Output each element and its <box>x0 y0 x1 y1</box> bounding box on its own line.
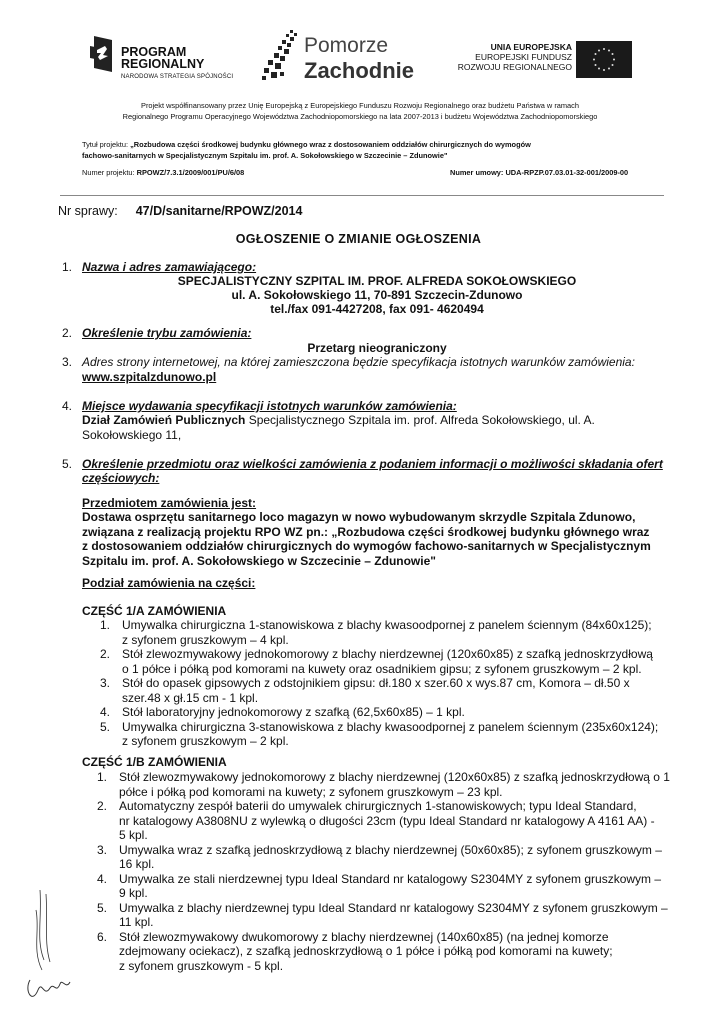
part-b-item <box>97 901 675 930</box>
part-b-item-line: 16 kpl. <box>119 857 155 871</box>
part-a-item <box>100 647 674 676</box>
contract-number <box>450 168 628 177</box>
part-b-item-number: 2. <box>97 799 108 813</box>
section-1-number: 1. <box>62 260 73 274</box>
part-b-item-line: Umywalka ze stali nierdzewnej typu Ideal Standard nr katalogowy S2304MY z syfonem gruszkowym – <box>119 871 662 886</box>
part-b-item-line: Stół zlewozmywakowy dwukomorowy z blachy nierdzewnej (140x60x85) (na jednej komorze <box>119 929 609 944</box>
unia-europejska-logo <box>432 42 632 82</box>
program-logo-line1: PROGRAM <box>121 45 187 59</box>
part-b-item-line: nr katalogowy A3808NU z wylewką o długości 23cm (typu Ideal Standard nr katalogowy A 4161 AA) - <box>119 813 655 828</box>
part-b-item <box>97 872 675 901</box>
project-title-label: Tytuł projektu: <box>82 140 131 149</box>
part-b-item-line: zdejmowany ociekacz), z szafką jednoskrzydłową o 1 półce i półką pod komorami na kuwety; <box>119 944 613 958</box>
part-a-item-line: Stół laboratoryjny jednokomorowy z szafką (62,5x60x85) – 1 kpl. <box>122 705 465 719</box>
section-4-number: 4. <box>62 399 73 413</box>
przedmiot-line3: z dostosowaniem oddziałów chirurgicznych do wymogów fachowo-sanitarnych w Specjalistycznym <box>82 539 651 553</box>
header-divider <box>60 195 664 196</box>
section-4-heading: Miejsce wydawania specyfikacji istotnych warunków zamówienia: <box>82 399 457 413</box>
przedmiot-line1: Dostawa osprzętu sanitarnego loco magazyn w nowo wybudowanym skrzydle Szpitala Zdunowo, <box>82 510 636 524</box>
section-3-number: 3. <box>62 355 73 369</box>
part-a-item-line: Umywalka chirurgiczna 1-stanowiskowa z blachy kwasoodpornej z panelem ściennym (84x60x125); <box>122 618 652 632</box>
part-b-item-line: Automatyczny zespół baterii do umywalek chirurgicznych 1-stanowiskowych; typu Ideal Standard, <box>119 799 637 813</box>
przedmiot-line4: Szpitalu im. prof. A. Sokołowskiego w Szczecinie – Zdunowie" <box>82 553 436 568</box>
case-number-value: 47/D/sanitarne/RPOWZ/2014 <box>135 204 303 218</box>
przedmiot-description <box>82 510 672 568</box>
part-a-item-number: 1. <box>100 618 111 632</box>
program-regionalny-mark-icon <box>88 34 114 74</box>
section-1-heading <box>82 260 672 275</box>
section-2-heading: Określenie trybu zamówienia: <box>82 326 252 340</box>
part-a-item-line: z syfonem gruszkowym – 2 kpl. <box>122 734 289 748</box>
section-5-heading-1: Określenie przedmiotu oraz wielkości zamówienia z podaniem informacji o możliwości składania ofert <box>82 457 663 471</box>
part-b-item-line: Stół zlewozmywakowy jednokomorowy z blachy nierdzewnej (120x60x85) z szafką jednoskrzydłową o 1 <box>119 770 670 784</box>
project-title <box>82 139 662 161</box>
part-a-item-line: o 1 półce i półką pod komorami na kuwety oraz osadnikiem gipsu; z syfonem gruszkowym – 2 kpl. <box>122 661 642 676</box>
program-logo-line3: NARODOWA STRATEGIA SPÓJNOŚCI <box>121 74 234 80</box>
pomorze-zachodnie-mark-icon <box>260 28 302 82</box>
project-number <box>82 168 244 177</box>
part-b-item-number: 6. <box>97 929 108 944</box>
website-link[interactable]: www.szpitalzdunowo.pl <box>82 370 217 384</box>
part-a-heading: CZĘŚĆ 1/A ZAMÓWIENIA <box>82 604 227 618</box>
department-name: Dział Zamówień Publicznych <box>82 413 246 427</box>
part-a-item <box>100 618 674 647</box>
part-a-item-number: 4. <box>100 705 111 719</box>
section-5-heading-2: częściowych: <box>82 471 160 485</box>
contract-number-value: UDA-RPZP.07.03.01-32-001/2009-00 <box>505 168 629 177</box>
ue-logo-line1: UNIA EUROPEJSKA <box>490 42 572 52</box>
hospital-address: ul. A. Sokołowskiego 11, 70-891 Szczecin-Zdunowo <box>231 288 523 302</box>
part-b-item <box>97 843 675 872</box>
case-number <box>58 204 302 218</box>
contract-number-label: Numer umowy: <box>450 168 506 177</box>
section-4-rest2: Sokołowskiego 11, <box>82 428 182 442</box>
part-b-item-line: z syfonem gruszkowym - 5 kpl. <box>119 958 284 973</box>
ue-logo-line2: EUROPEJSKI FUNDUSZ <box>475 52 572 62</box>
ue-logo-line3: ROZWOJU REGIONALNEGO <box>457 62 572 72</box>
eu-flag-icon <box>576 41 632 78</box>
part-b-item-line: 5 kpl. <box>119 828 148 842</box>
part-a-item-number: 2. <box>100 647 111 661</box>
part-a-item-line: szer.48 x gł.15 cm - 1 kpl. <box>122 690 259 705</box>
hospital-name: SPECJALISTYCZNY SZPITAL IM. PROF. ALFREDA SOKOŁOWSKIEGO <box>177 274 577 288</box>
hospital-phone: tel./fax 091-4427208, fax 091- 4620494 <box>270 302 484 316</box>
funding-line2: Regionalnego Programu Operacyjnego Województwa Zachodniopomorskiego na lata 2007-2013 i budżetu Województwa Zachodniopomorskiego <box>122 112 598 121</box>
part-b-item-line: 9 kpl. <box>119 886 148 900</box>
przedmiot-label: Przedmiotem zamówienia jest: <box>82 496 257 510</box>
funding-line1: Projekt współfinansowany przez Unię Europejską z Europejskiego Funduszu Rozwoju Regionalnego oraz budżetu Państwa w ramach <box>141 101 579 110</box>
document-title: OGŁOSZENIE O ZMIANIE OGŁOSZENIA <box>235 232 482 246</box>
part-b-item-line: 11 kpl. <box>119 915 154 929</box>
part-a-item <box>100 676 674 705</box>
part-b-heading: CZĘŚĆ 1/B ZAMÓWIENIA <box>82 755 227 769</box>
part-b-item-number: 3. <box>97 842 108 857</box>
project-number-value: RPOWZ/7.3.1/2009/001/PU/6/08 <box>136 168 245 177</box>
part-b-list <box>97 770 675 973</box>
part-b-item-line: Umywalka z blachy nierdzewnej typu Ideal Standard nr katalogowy S2304MY z syfonem gruszkowym – <box>119 900 668 915</box>
part-a-item-line: z syfonem gruszkowym – 4 kpl. <box>122 632 289 647</box>
part-a-item <box>100 720 674 749</box>
part-a-list <box>100 618 674 749</box>
section-3-text: Adres strony internetowej, na której zamieszczona będzie specyfikacja istotnych warunków zamówienia: <box>82 355 635 369</box>
part-b-item-number: 1. <box>97 770 108 784</box>
part-b-item <box>97 770 675 799</box>
part-a-item <box>100 705 674 720</box>
part-b-item-number: 4. <box>97 871 108 886</box>
project-number-label: Numer projektu: <box>82 168 137 177</box>
part-a-item-number: 5. <box>100 719 111 734</box>
przedmiot-line2: związana z realizacją projektu RPO WZ pn.: „Rozbudowa części środkowej budynku głównego wraz <box>82 524 650 539</box>
project-title-line2: fachowo-sanitarnych w Specjalistycznym Szpitalu im. prof. A. Sokołowskiego w Szczecinie – Zdunowie" <box>82 151 448 160</box>
section-1-heading-text: Nazwa i adres zamawiającego: <box>82 260 257 274</box>
section-4-body <box>82 413 672 428</box>
section-4-rest1: Specjalistycznego Szpitala im. prof. Alfreda Sokołowskiego, ul. A. <box>245 413 595 427</box>
section-5-number: 5. <box>62 457 73 471</box>
handwritten-signature <box>22 880 82 1010</box>
pomorze-logo-line2: Zachodnie <box>304 58 415 83</box>
part-a-item-line: Umywalka chirurgiczna 3-stanowiskowa z blachy kwasoodpornej z panelem ściennym (235x60x124); <box>122 719 659 734</box>
part-b-item <box>97 799 675 843</box>
part-b-item-line: półce i półką pod komorami na kuwety; z syfonem gruszkowym – 23 kpl. <box>119 784 503 799</box>
part-a-item-number: 3. <box>100 676 111 690</box>
project-title-line1: „Rozbudowa części środkowej budynku głównego wraz z dostosowaniem oddziałów chirurgicznych do wymogów <box>130 140 531 149</box>
case-number-label: Nr sprawy: <box>58 204 118 218</box>
part-b-item-number: 5. <box>97 900 108 915</box>
part-b-item <box>97 930 675 974</box>
procedure-type: Przetarg nieograniczony <box>307 341 447 355</box>
pomorze-logo-line1: Pomorze <box>304 34 389 57</box>
part-b-item-line: Umywalka wraz z szafką jednoskrzydłową z blachy nierdzewnej (50x60x85); z syfonem gruszkowym – <box>119 842 662 857</box>
podzial-label: Podział zamówienia na części: <box>82 576 256 590</box>
part-a-item-line: Stół zlewozmywakowy jednokomorowy z blachy nierdzewnej (120x60x85) z szafką jednoskrzydłową <box>122 647 653 661</box>
program-logo-line2: REGIONALNY <box>121 57 205 71</box>
funding-note <box>60 100 660 122</box>
part-a-item-line: Stół do opasek gipsowych z odstojnikiem gipsu: dł.180 x szer.60 x wys.87 cm, Komora – dł.50 x <box>122 676 630 690</box>
section-2-number: 2. <box>62 326 73 340</box>
